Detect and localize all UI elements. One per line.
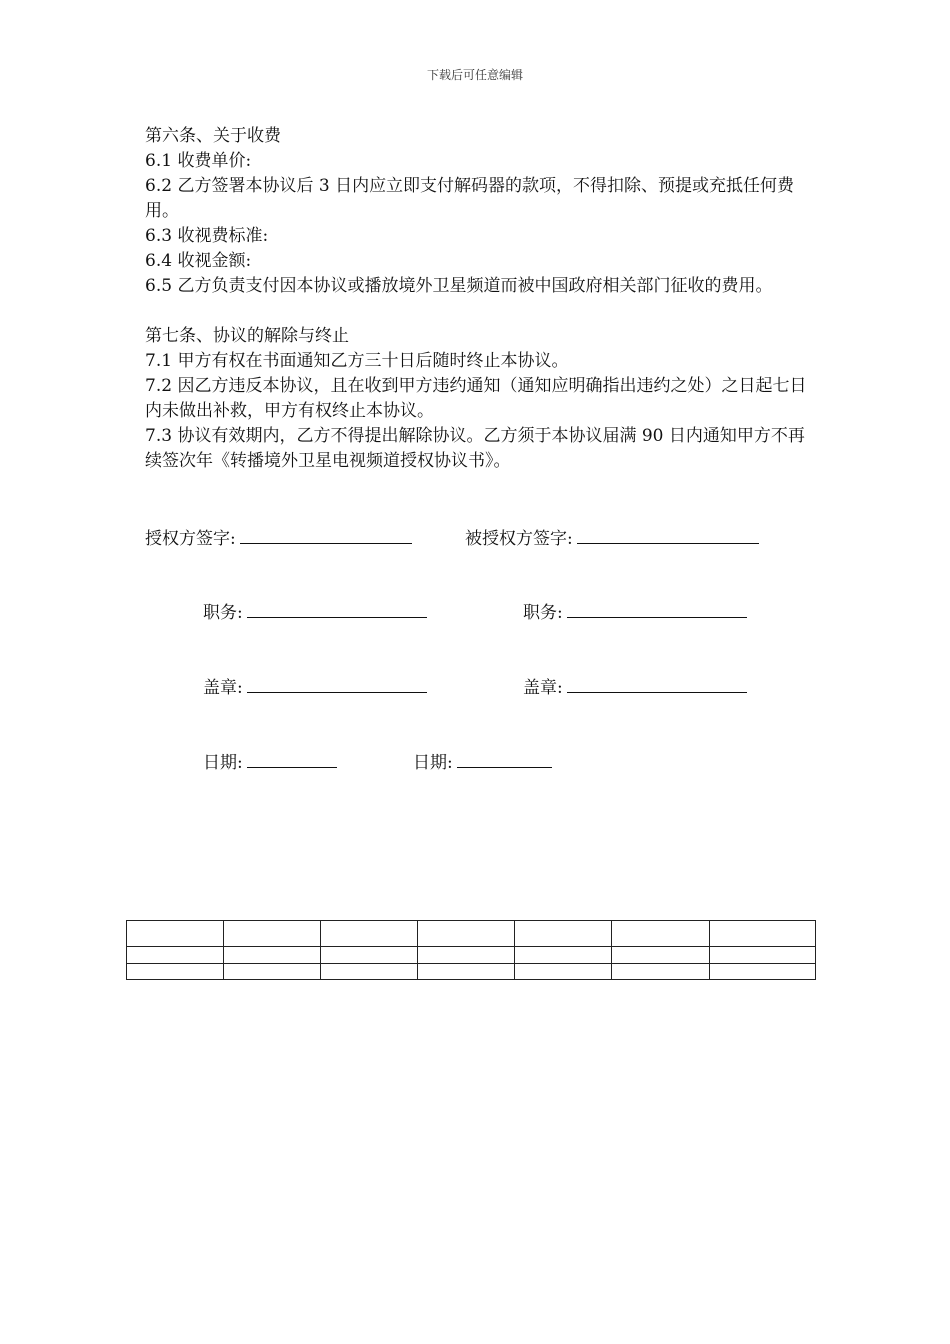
table-row [127, 947, 816, 964]
grantor-signature-line [240, 523, 412, 544]
seal-right-field [523, 672, 747, 700]
grantee-signature-line [577, 523, 759, 544]
date-left-label: 日期: [203, 753, 243, 773]
table-row [127, 964, 816, 980]
table-cell [418, 964, 515, 980]
table-cell [127, 947, 224, 964]
table-cell [710, 947, 816, 964]
grantor-signature-field [145, 523, 412, 551]
clause-6-1: 6.1 收费单价: [145, 151, 252, 171]
table-row [127, 921, 816, 947]
date-left-line [247, 747, 337, 768]
table-cell [710, 921, 816, 947]
table-cell [224, 921, 321, 947]
table-cell [515, 921, 612, 947]
position-right-label: 职务: [523, 603, 563, 623]
seal-right-label: 盖章: [523, 678, 563, 698]
position-right-line [567, 597, 747, 618]
seal-left-label: 盖章: [203, 678, 243, 698]
position-left-line [247, 597, 427, 618]
clause-7-3: 7.3 协议有效期内，乙方不得提出解除协议。乙方须于本协议届满 90 日内通知甲方不再续签次年《转播境外卫星电视频道授权协议书》。 [145, 426, 805, 471]
date-right-field [413, 747, 552, 775]
seal-left-line [247, 672, 427, 693]
date-right-label: 日期: [413, 753, 453, 773]
table-cell [321, 964, 418, 980]
seal-right-line [567, 672, 747, 693]
section-gap [145, 299, 810, 324]
table-cell [321, 921, 418, 947]
table-cell [224, 964, 321, 980]
table-cell [515, 964, 612, 980]
table-cell [612, 964, 710, 980]
position-left-label: 职务: [203, 603, 243, 623]
table-cell [612, 947, 710, 964]
date-left-field [203, 747, 337, 775]
position-left-field [203, 597, 427, 625]
table-cell [515, 947, 612, 964]
section-7-title: 第七条、协议的解除与终止 [145, 326, 349, 346]
clause-7-2: 7.2 因乙方违反本协议，且在收到甲方违约通知（通知应明确指出违约之处）之日起七日内未做出补救，甲方有权终止本协议。 [145, 376, 807, 421]
empty-table [126, 920, 816, 980]
clause-7-1: 7.1 甲方有权在书面通知乙方三十日后随时终止本协议。 [145, 351, 569, 371]
table-cell [127, 964, 224, 980]
section-6-title: 第六条、关于收费 [145, 126, 281, 146]
document-body [145, 124, 810, 474]
table-cell [612, 921, 710, 947]
clause-6-2: 6.2 乙方签署本协议后 3 日内应立即支付解码器的款项，不得扣除、预提或充抵任何费用。 [145, 176, 795, 221]
table-cell [224, 947, 321, 964]
clause-6-5: 6.5 乙方负责支付因本协议或播放境外卫星频道而被中国政府相关部门征收的费用。 [145, 276, 773, 296]
seal-left-field [203, 672, 427, 700]
position-right-field [523, 597, 747, 625]
table-cell [321, 947, 418, 964]
clause-6-3: 6.3 收视费标准: [145, 226, 269, 246]
grantee-signature-label: 被授权方签字: [465, 529, 573, 549]
table-cell [418, 947, 515, 964]
page-header: 下载后可任意编辑 [426, 68, 523, 82]
date-right-line [457, 747, 552, 768]
grantor-signature-label: 授权方签字: [145, 529, 236, 549]
clause-6-4: 6.4 收视金额: [145, 251, 252, 271]
grantee-signature-field [465, 523, 759, 551]
table-cell [127, 921, 224, 947]
table-cell [418, 921, 515, 947]
table-cell [710, 964, 816, 980]
